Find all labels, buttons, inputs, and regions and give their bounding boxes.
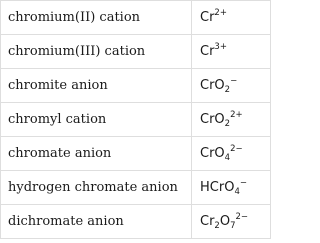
formula-subscript: 2 [224, 85, 231, 95]
formula-element: HCrO [200, 180, 235, 195]
ion-formula-cell [192, 35, 271, 69]
table-row [1, 205, 271, 239]
formula-element: Cr [200, 44, 215, 59]
ion-name-cell: chromate anion [1, 137, 192, 171]
ion-formula [200, 146, 243, 161]
formula-subscript: 4 [224, 153, 231, 163]
ion-name-cell: chromium(III) cation [1, 35, 192, 69]
ion-name-cell: chromium(II) cation [1, 1, 192, 35]
formula-charge: 3+ [214, 42, 227, 52]
table-row [1, 69, 271, 103]
table-row [1, 171, 271, 205]
table-row [1, 1, 271, 35]
formula-charge: − [239, 178, 247, 188]
formula-element: CrO [200, 112, 225, 127]
formula-subscript: 2 [214, 221, 220, 231]
ion-formula [200, 214, 248, 229]
ion-formula-cell [192, 103, 271, 137]
ion-formula-cell [192, 137, 271, 171]
formula-charge: 2+ [214, 8, 227, 18]
formula-element: CrO [200, 78, 225, 93]
formula-subscript: 2 [224, 119, 231, 129]
ion-formula-cell [192, 1, 271, 35]
formula-charge: − [230, 76, 238, 86]
ion-formula [200, 10, 227, 25]
ion-table-body [1, 1, 271, 239]
formula-charge: 2− [230, 144, 243, 154]
formula-charge: 2+ [230, 110, 243, 120]
ion-name-cell: chromite anion [1, 69, 192, 103]
formula-element: Cr [200, 10, 215, 25]
table-row [1, 137, 271, 171]
table-row [1, 35, 271, 69]
ion-name-cell: hydrogen chromate anion [1, 171, 192, 205]
formula-element: O [219, 214, 231, 229]
ion-name-cell: chromyl cation [1, 103, 192, 137]
table-row [1, 103, 271, 137]
ion-formula [200, 78, 237, 93]
ion-formula [200, 112, 243, 127]
formula-element: CrO [200, 146, 225, 161]
formula-element: Cr [200, 214, 215, 229]
ion-formula-cell [192, 205, 271, 239]
ion-formula [200, 180, 247, 195]
ion-formula [200, 44, 227, 59]
formula-subscript: 7 [230, 221, 236, 231]
ion-formula-cell [192, 69, 271, 103]
formula-charge: 2− [235, 212, 249, 222]
ion-formula-cell [192, 171, 271, 205]
formula-subscript: 4 [234, 187, 240, 197]
ion-name-cell: dichromate anion [1, 205, 192, 239]
